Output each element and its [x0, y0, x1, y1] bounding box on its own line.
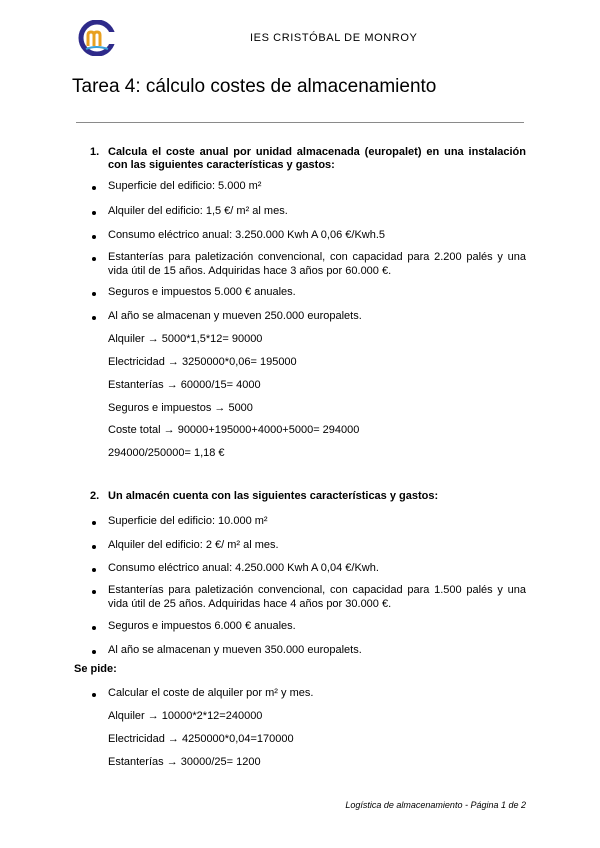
bullet-icon [92, 211, 96, 215]
bullet-icon [92, 590, 96, 594]
q1-calc-line: Coste total → 90000+195000+4000+5000= 294000 [108, 424, 360, 436]
q1-text: Calcula el coste anual por unidad almacenada (europalet) en una instalación con las siguientes características y gastos: [108, 146, 526, 171]
bullet-icon [92, 186, 96, 190]
bullet-icon [92, 626, 96, 630]
bullet-icon [92, 257, 96, 261]
q1-bullet: Consumo eléctrico anual: 3.250.000 Kwh A 0,06 €/Kwh.5 [108, 229, 386, 241]
q2-bullet: Superficie del edificio: 10.000 m² [108, 515, 268, 527]
bullet-icon [92, 235, 96, 239]
q2-bullet: Al año se almacenan y mueven 350.000 europalets. [108, 644, 362, 656]
school-logo [78, 20, 116, 56]
q2-bullet: Alquiler del edificio: 2 €/ m² al mes. [108, 539, 279, 551]
q1-bullet: Alquiler del edificio: 1,5 €/ m² al mes. [108, 205, 288, 217]
q1-bullet: Seguros e impuestos 5.000 € anuales. [108, 286, 296, 298]
q2-bullet: Estanterías para paletización convencional, con capacidad para 1.500 palés y una vida útil de 25 años. Adquiridas hace 4 años por 30.000 €. [108, 584, 526, 610]
bullet-icon [92, 316, 96, 320]
q2-calc-line: Estanterías → 30000/25= 1200 [108, 756, 261, 768]
page-title: Tarea 4: cálculo costes de almacenamiento [72, 76, 437, 97]
q2-calc-line: Electricidad → 4250000*0,04=170000 [108, 733, 294, 745]
title-divider [76, 122, 524, 123]
q1-bullet: Estanterías para paletización convencional, con capacidad para 2.200 palés y una vida útil de 15 años. Adquiridas hace 3 años por 60.000 €. [108, 251, 526, 277]
q1-calc-line: Estanterías → 60000/15= 4000 [108, 379, 261, 391]
bullet-icon [92, 568, 96, 572]
bullet-icon [92, 693, 96, 697]
q1-number: 1. [90, 146, 100, 158]
q2-text: Un almacén cuenta con las siguientes características y gastos: [108, 490, 439, 502]
q2-bullet: Consumo eléctrico anual: 4.250.000 Kwh A 0,04 €/Kwh. [108, 562, 379, 574]
q2-number: 2. [90, 490, 100, 502]
q1-bullet: Superficie del edificio: 5.000 m² [108, 180, 262, 192]
bullet-icon [92, 650, 96, 654]
q1-bullet: Al año se almacenan y mueven 250.000 europalets. [108, 310, 362, 322]
se-pide-label: Se pide: [74, 663, 117, 675]
school-name: IES CRISTÓBAL DE MONROY [250, 32, 418, 44]
page-footer: Logística de almacenamiento - Página 1 de 2 [345, 800, 526, 810]
bullet-icon [92, 545, 96, 549]
q2-calc-line: Alquiler → 10000*2*12=240000 [108, 710, 263, 722]
q1-calc-line: 294000/250000= 1,18 € [108, 447, 225, 459]
q1-calc-line: Electricidad → 3250000*0,06= 195000 [108, 356, 297, 368]
bullet-icon [92, 292, 96, 296]
bullet-icon [92, 521, 96, 525]
se-pide-bullet: Calcular el coste de alquiler por m² y mes. [108, 687, 314, 699]
q2-bullet: Seguros e impuestos 6.000 € anuales. [108, 620, 296, 632]
q1-calc-line: Seguros e impuestos → 5000 [108, 402, 253, 414]
q1-calc-line: Alquiler → 5000*1,5*12= 90000 [108, 333, 263, 345]
